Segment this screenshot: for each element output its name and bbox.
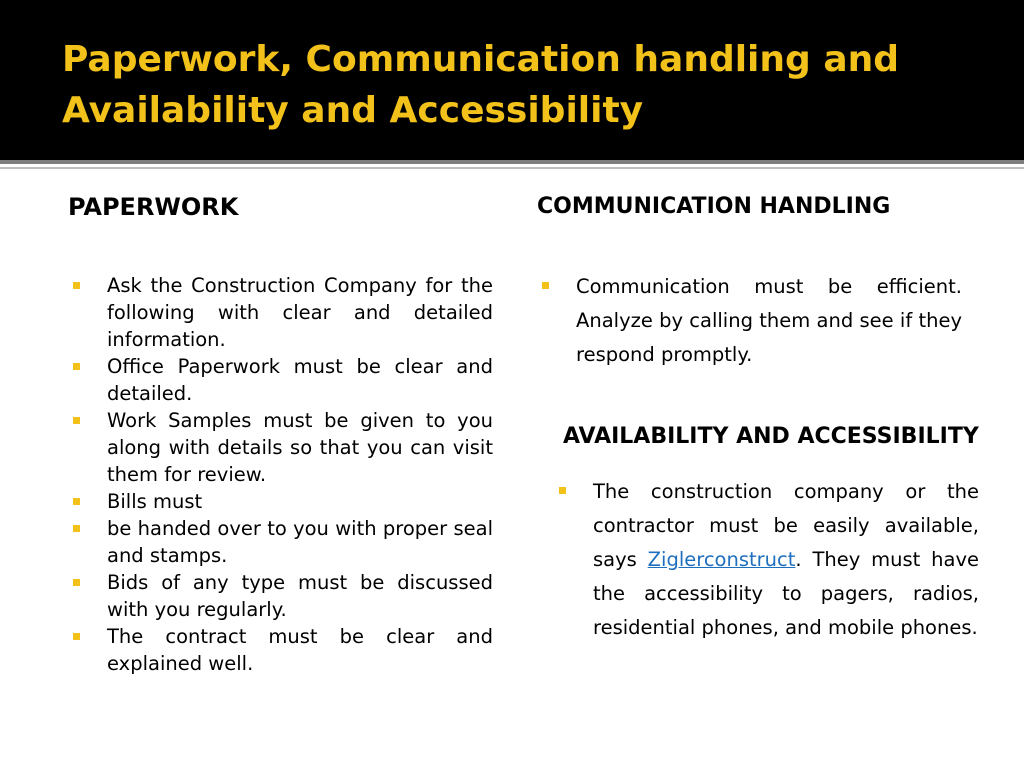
- list-item: [107, 488, 493, 515]
- list-item-text-before-link: The construction company or the contractor must be easily available, says: [593, 480, 979, 571]
- communication-heading: COMMUNICATION HANDLING: [537, 194, 891, 219]
- title-bar: [0, 0, 1024, 160]
- paperwork-list: [107, 272, 493, 677]
- list-item-text: Bills must: [107, 490, 203, 513]
- square-bullet-icon: [559, 487, 566, 494]
- list-item: [107, 272, 493, 353]
- list-item-text: Communication must be efficient. Analyze by calling them and see if they respond promptly.: [576, 275, 962, 366]
- availability-list: [593, 475, 979, 645]
- title-divider: [0, 160, 1024, 164]
- title-divider-thin: [0, 167, 1024, 169]
- list-item-text-after-link: . They must have the accessibility to pagers, radios, residential phones, and mobile phones.: [593, 548, 979, 639]
- list-item-text: Ask the Construction Company for the following with clear and detailed information.: [107, 274, 493, 351]
- list-item: [107, 353, 493, 407]
- slide-title: Paperwork, Communication handling and Availability and Accessibility: [62, 39, 900, 131]
- square-bullet-icon: [73, 498, 80, 505]
- list-item: [107, 623, 493, 677]
- paperwork-heading: PAPERWORK: [68, 193, 239, 221]
- square-bullet-icon: [73, 417, 80, 424]
- list-item-text: Work Samples must be given to you along with details so that you can visit them for review.: [107, 409, 493, 486]
- square-bullet-icon: [73, 579, 80, 586]
- zigler-construct-link[interactable]: Ziglerconstruct: [647, 548, 796, 571]
- square-bullet-icon: [73, 282, 80, 289]
- list-item: [107, 407, 493, 488]
- square-bullet-icon: [542, 282, 549, 289]
- list-item: [576, 270, 962, 372]
- list-item-text: The contract must be clear and explained well.: [107, 625, 493, 675]
- communication-list: [576, 270, 962, 372]
- square-bullet-icon: [73, 363, 80, 370]
- square-bullet-icon: [73, 525, 80, 532]
- list-item-text: be handed over to you with proper seal and stamps.: [107, 517, 493, 567]
- list-item: [593, 475, 979, 645]
- list-item: [107, 569, 493, 623]
- square-bullet-icon: [73, 633, 80, 640]
- list-item-text: Bids of any type must be discussed with you regularly.: [107, 571, 493, 621]
- list-item-text: Office Paperwork must be clear and detailed.: [107, 355, 493, 405]
- availability-heading: AVAILABILITY AND ACCESSIBILITY: [563, 424, 979, 449]
- list-item: [107, 515, 493, 569]
